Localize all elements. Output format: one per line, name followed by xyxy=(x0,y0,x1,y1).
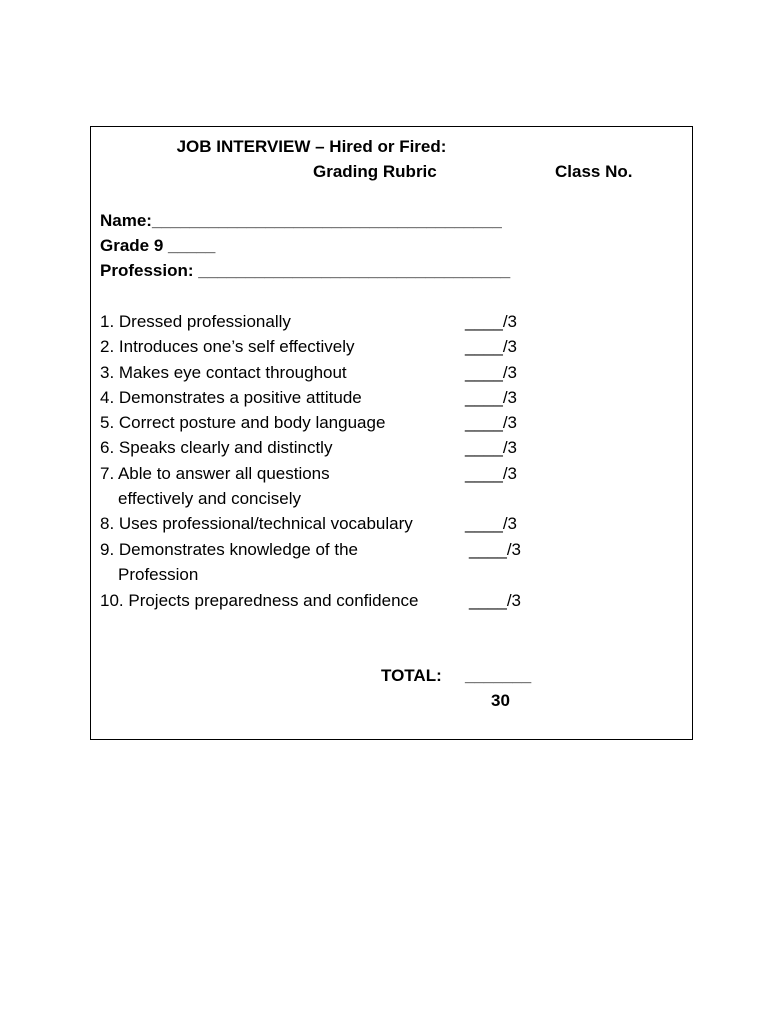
criterion-label-continuation: effectively and concisely xyxy=(118,489,302,508)
criterion-label: 9. Demonstrates knowledge of the xyxy=(100,540,358,559)
criterion-score-blank[interactable]: ____/3 xyxy=(465,464,517,483)
criterion-label: 8. Uses professional/technical vocabulary xyxy=(100,514,413,533)
criterion-label: 10. Projects preparedness and confidence xyxy=(100,591,419,610)
criterion-score-blank[interactable]: ____/3 xyxy=(465,312,517,331)
criterion-label: 2. Introduces one’s self effectively xyxy=(100,337,355,356)
criterion-score-blank[interactable]: ____/3 xyxy=(469,540,521,559)
name-field[interactable]: Name:_____________________________________ xyxy=(100,211,502,230)
grade-field[interactable]: Grade 9 _____ xyxy=(100,236,216,255)
criterion-score-blank[interactable]: ____/3 xyxy=(465,388,517,407)
total-label: TOTAL: xyxy=(381,666,442,685)
criterion-label: 4. Demonstrates a positive attitude xyxy=(100,388,362,407)
criterion-score-blank[interactable]: ____/3 xyxy=(465,514,517,533)
total-max-score: 30 xyxy=(491,691,510,710)
criterion-score-blank[interactable]: ____/3 xyxy=(465,438,517,457)
profession-field[interactable]: Profession: _________________________________ xyxy=(100,261,511,280)
criterion-label-continuation: Profession xyxy=(118,565,199,584)
criterion-score-blank[interactable]: ____/3 xyxy=(465,413,517,432)
criterion-score-blank[interactable]: ____/3 xyxy=(465,363,517,382)
criterion-label: 7. Able to answer all questions xyxy=(100,464,330,483)
total-score-blank[interactable]: _______ xyxy=(465,666,532,685)
criterion-score-blank[interactable]: ____/3 xyxy=(465,337,517,356)
criterion-label: 6. Speaks clearly and distinctly xyxy=(100,438,333,457)
criterion-label: 5. Correct posture and body language xyxy=(100,413,386,432)
criterion-label: 1. Dressed professionally xyxy=(100,312,291,331)
rubric-subtitle: Grading Rubric xyxy=(313,162,437,181)
rubric-title: JOB INTERVIEW – Hired or Fired: xyxy=(176,137,447,156)
class-no-label: Class No. xyxy=(555,162,633,181)
criterion-score-blank[interactable]: ____/3 xyxy=(469,591,521,610)
criterion-label: 3. Makes eye contact throughout xyxy=(100,363,347,382)
rubric-box xyxy=(90,126,693,740)
